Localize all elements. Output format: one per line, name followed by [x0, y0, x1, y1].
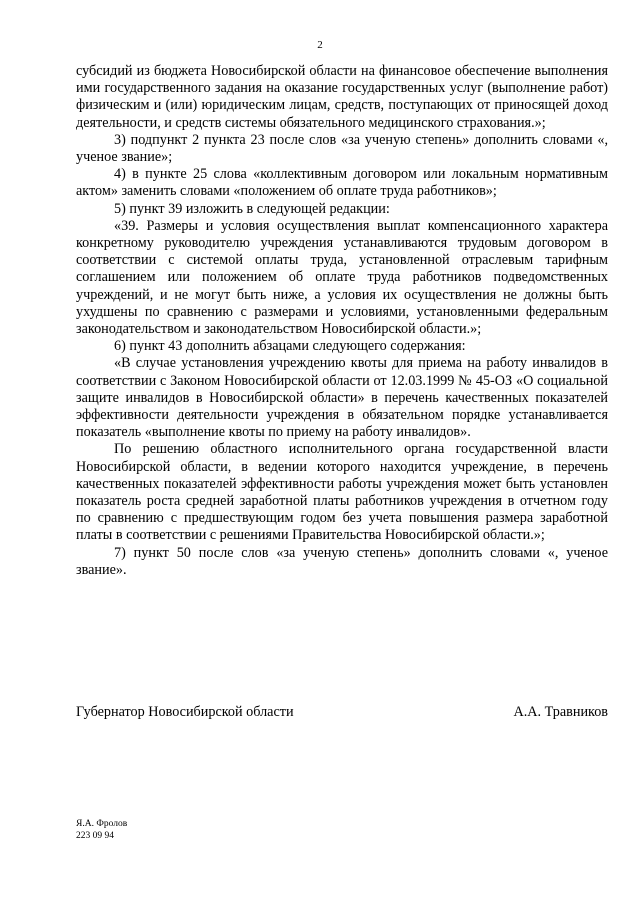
paragraph-salary-growth: По решению областного исполнительного органа государственной власти Новосибирской области, в ведении которого находится учреждение, в перечень качественных показателей эффективности работы учреждения может быть установлен показатель роста средней заработной платы работников учреждения в отчетном году по сравнению с предшествующим годом без учета повышения размера заработной платы в соответствии с решениями Правительства Новосибирской области.»; — [76, 441, 608, 544]
executor-phone: 223 09 94 — [76, 831, 114, 841]
paragraph-point-39: «39. Размеры и условия осуществления выплат компенсационного характера конкретному руководителю учреждения устанавливаются трудовым договором в соответствии с системой оплаты труда, установленной отраслевым тарифным соглашением или положением об оплате труда работников подведомственных учреждений, и не могут быть ниже, а условия их осуществления не должны быть ухудшены по сравнению с размерами и условиями, установленными федеральным законодательством и законодательством Новосибирской области.»; — [76, 217, 608, 338]
paragraph-item-5: 5) пункт 39 изложить в следующей редакции: — [114, 200, 390, 217]
page-number: 2 — [317, 39, 323, 51]
document-body — [76, 63, 608, 579]
paragraph-quota-disabled: «В случае установления учреждению квоты для приема на работу инвалидов в соответствии с Законом Новосибирской области от 12.03.1999 № 45-ОЗ «О социальной защите инвалидов в Новосибирской области» в перечень качественных показателей эффективности деятельности учреждения в обязательном порядке устанавливается показатель «выполнение квоты по приему на работу инвалидов». — [76, 355, 608, 441]
paragraph-continuation: субсидий из бюджета Новосибирской области на финансовое обеспечение выполнения ими государственного задания на оказание государственных услуг (выполнение работ) физическим и (или) юридическим лицам, средств, поступающих от приносящей доход деятельности, и средств системы обязательного медицинского страхования.»; — [76, 63, 608, 131]
signatory-position: Губернатор Новосибирской области — [76, 704, 294, 720]
paragraph-item-6: 6) пункт 43 дополнить абзацами следующего содержания: — [114, 338, 466, 355]
paragraph-item-3: 3) подпункт 2 пункта 23 после слов «за ученую степень» дополнить словами «, ученое звание»; — [76, 131, 608, 166]
executor-block — [76, 818, 127, 842]
executor-name: Я.А. Фролов — [76, 819, 128, 829]
paragraph-item-4: 4) в пункте 25 слова «коллективным договором или локальным нормативным актом» заменить словами «положением об оплате труда работников»; — [76, 166, 608, 200]
paragraph-item-7: 7) пункт 50 после слов «за ученую степень» дополнить словами «, ученое звание». — [76, 544, 608, 578]
signatory-name: А.А. Травников — [513, 704, 608, 720]
